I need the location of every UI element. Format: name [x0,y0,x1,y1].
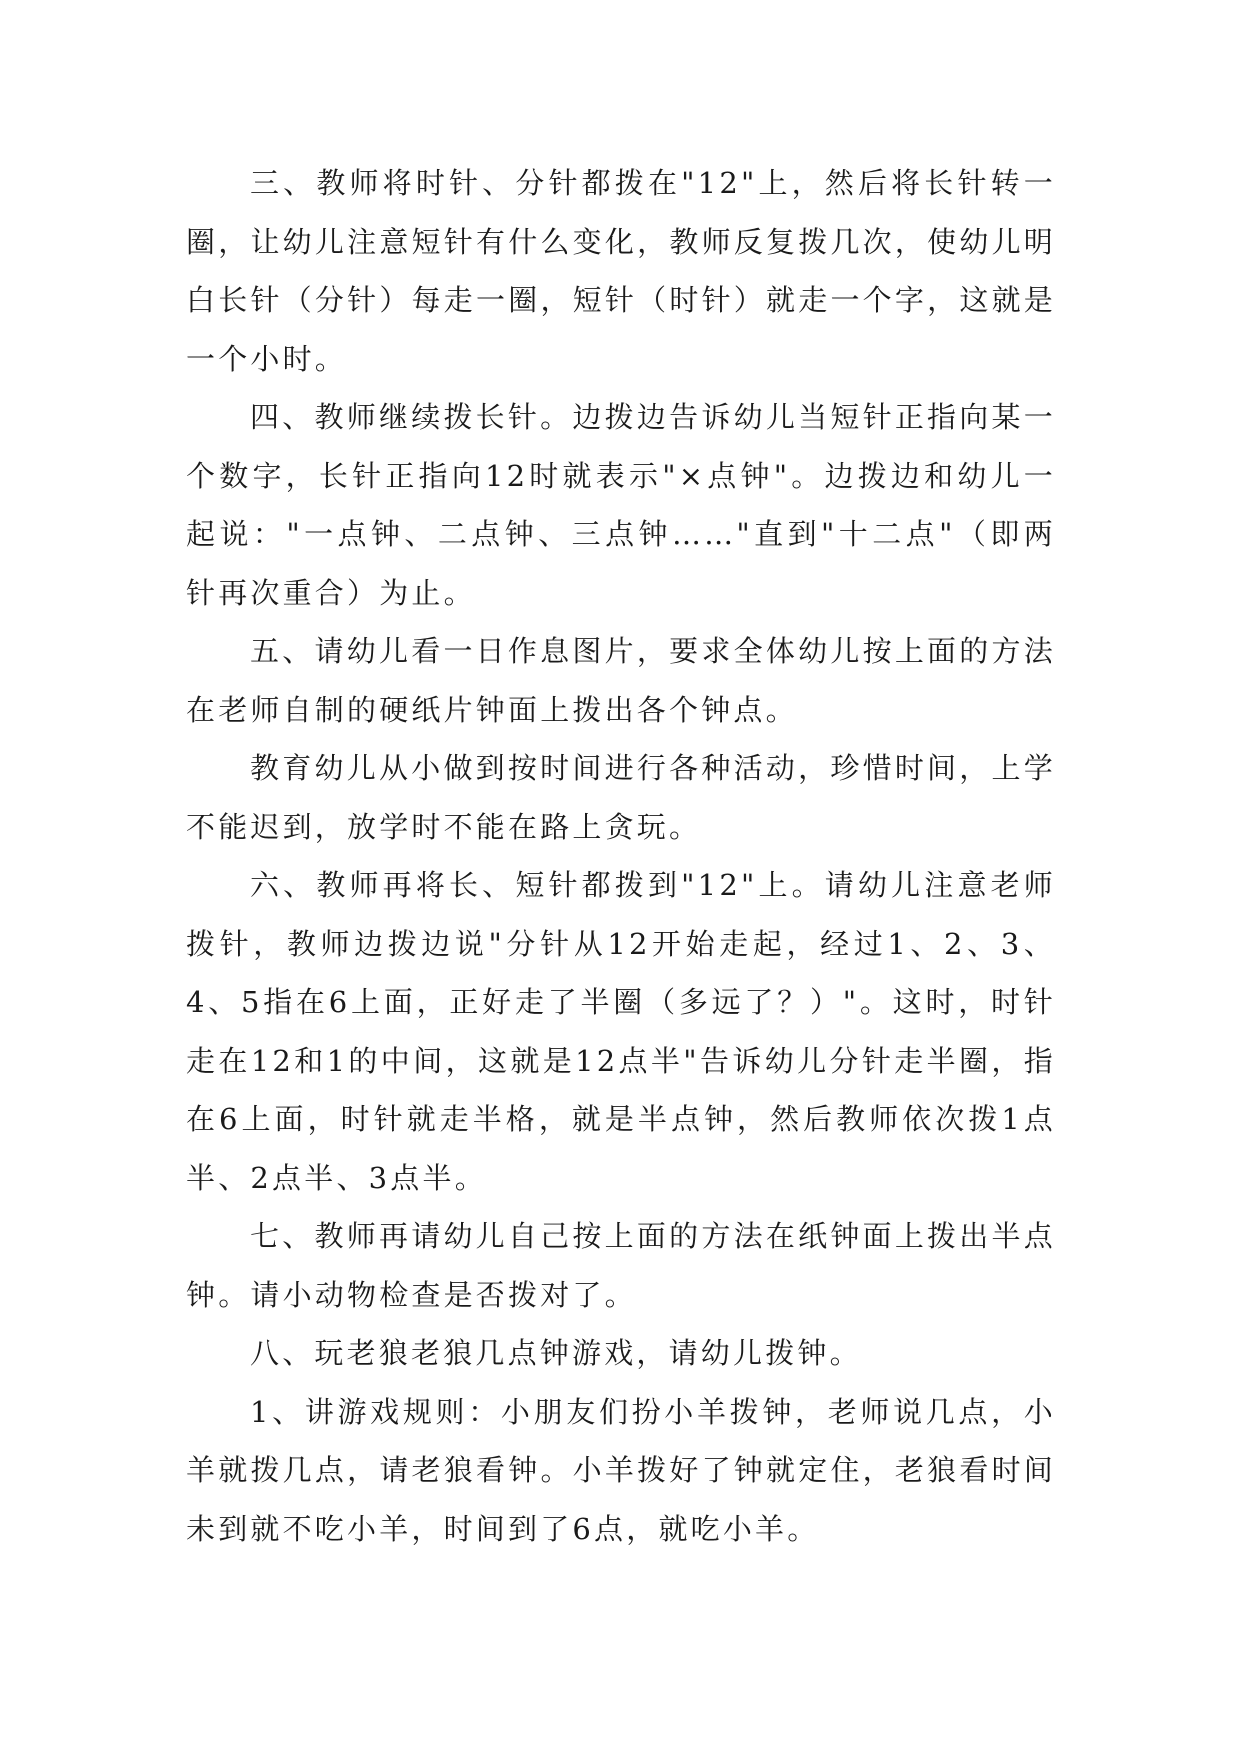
paragraph-game-rules: 1、讲游戏规则：小朋友们扮小羊拨钟，老师说几点，小羊就拨几点，请老狼看钟。小羊拨好了钟就定住，老狼看时间未到就不吃小羊，时间到了6点，就吃小羊。 [186,1394,1056,1546]
paragraph-step-4: 四、教师继续拨长针。边拨边告诉幼儿当短针正指向某一个数字，长针正指向12时就表示"×点钟"。边拨边和幼儿一起说："一点钟、二点钟、三点钟……"直到"十二点"（即两针再次重合）为止。 [186,400,1056,610]
paragraph-step-3: 三、教师将时针、分针都拨在"12"上，然后将长针转一圈，让幼儿注意短针有什么变化，教师反复拨几次，使幼儿明白长针（分针）每走一圈，短针（时针）就走一个字，这就是一个小时。 [186,166,1056,376]
paragraph-education-note: 教育幼儿从小做到按时间进行各种活动，珍惜时间，上学不能迟到，放学时不能在路上贪玩。 [186,751,1056,844]
paragraph-step-8: 八、玩老狼老狼几点钟游戏，请幼儿拨钟。 [250,1336,862,1370]
document-body [186,154,1056,1558]
paragraph-step-5: 五、请幼儿看一日作息图片，要求全体幼儿按上面的方法在老师自制的硬纸片钟面上拨出各个钟点。 [186,634,1056,727]
paragraph-step-7: 七、教师再请幼儿自己按上面的方法在纸钟面上拨出半点钟。请小动物检查是否拨对了。 [186,1219,1056,1312]
paragraph-step-6: 六、教师再将长、短针都拨到"12"上。请幼儿注意老师拨针，教师边拨边说"分针从12开始走起，经过1、2、3、4、5指在6上面，正好走了半圈（多远了？）"。这时，时针走在12和1的中间，这就是12点半"告诉幼儿分针走半圈，指在6上面，时针就走半格，就是半点钟，然后教师依次拨1点半、2点半、3点半。 [186,868,1056,1195]
